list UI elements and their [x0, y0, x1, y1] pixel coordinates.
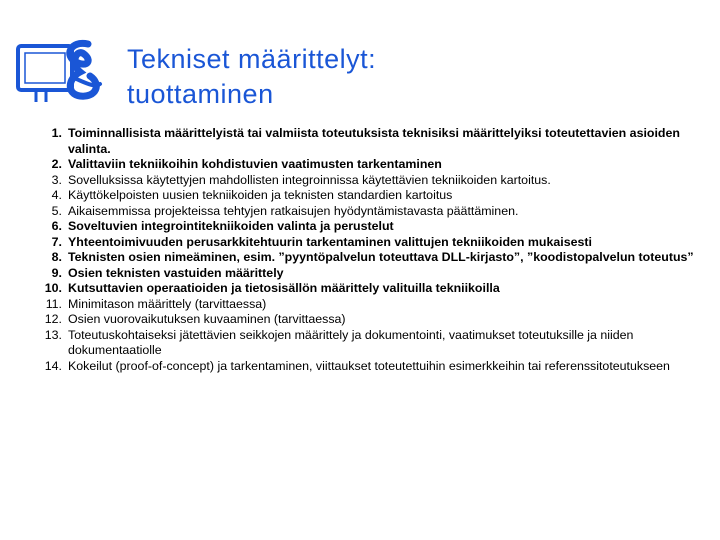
- list-item-number: 5.: [51, 203, 62, 218]
- list-item-number: 2.: [51, 157, 62, 171]
- list-item: [38, 281, 708, 297]
- list-item: [38, 126, 708, 157]
- list-item-text: Teknisten osien nimeäminen, esim. ”pyyntöpalvelun toteuttava DLL-kirjasto”, ”koodistopalvelun toteutus”: [68, 250, 694, 264]
- title-line-1: Tekniset määrittelyt:: [127, 44, 377, 74]
- list-item: [38, 359, 708, 375]
- list-item-number: 8.: [51, 250, 62, 264]
- list-item: [38, 328, 708, 359]
- list-item-number: 6.: [51, 219, 62, 233]
- list-item-text: Kokeilut (proof-of-concept) ja tarkentaminen, viittaukset toteutettuihin esimerkkeihin tai referenssitoteutukseen: [68, 358, 670, 373]
- list-item: [38, 235, 708, 251]
- list-item-number: 13.: [44, 327, 62, 342]
- list-item-number: 1.: [51, 126, 62, 140]
- list-item-text: Soveltuvien integrointitekniikoiden valinta ja perustelut: [68, 219, 394, 233]
- list-item-text: Sovelluksissa käytettyjen mahdollisten integroinnissa käytettävien tekniikoiden kartoitus.: [68, 172, 551, 187]
- list-item-number: 7.: [51, 234, 62, 249]
- list-item-text: Toiminnallisista määrittelyistä tai valmiista toteutuksista teknisiksi määrittelyiksi toteutettavien asioiden valinta.: [68, 126, 680, 156]
- list-item-number: 12.: [44, 312, 62, 326]
- list-item-text: Osien vuorovaikutuksen kuvaaminen (tarvittaessa): [68, 312, 346, 326]
- list-item-number: 9.: [51, 265, 62, 280]
- list-item: [38, 204, 708, 220]
- monitor-ampersand-logo-icon: [14, 38, 106, 110]
- list-item-text: Valittaviin tekniikoihin kohdistuvien vaatimusten tarkentaminen: [68, 157, 442, 171]
- list-item-number: 11.: [45, 296, 62, 311]
- list-item: [38, 250, 708, 266]
- list-item-text: Minimitason määrittely (tarvittaessa): [68, 296, 267, 311]
- list-item-text: Yhteentoimivuuden perusarkkitehtuurin tarkentaminen valittujen tekniikoiden mukaisesti: [68, 234, 592, 249]
- list-item-text: Käyttökelpoisten uusien tekniikoiden ja teknisten standardien kartoitus: [68, 188, 453, 202]
- list-item-number: 3.: [51, 172, 62, 187]
- numbered-list: [38, 126, 708, 374]
- title-line-2: tuottaminen: [127, 79, 274, 109]
- list-item-text: Toteutuskohtaiseksi jätettävien seikkojen määrittely ja dokumentointi, vaatimukset toteutuksille ja niiden dokumentaatiolle: [68, 327, 634, 357]
- list-item-text: Osien teknisten vastuiden määrittely: [68, 265, 284, 280]
- list-item-text: Kutsuttavien operaatioiden ja tietosisällön määrittely valituilla tekniikoilla: [68, 281, 500, 295]
- list-item: [38, 266, 708, 282]
- list-item-number: 10.: [44, 281, 62, 295]
- list-item-text: Aikaisemmissa projekteissa tehtyjen ratkaisujen hyödyntämistavasta päättäminen.: [68, 203, 519, 218]
- list-item: [38, 312, 708, 328]
- list-item: [38, 297, 708, 313]
- list-item: [38, 173, 708, 189]
- page-title: [127, 42, 376, 112]
- list-item-number: 4.: [51, 188, 62, 202]
- list-item: [38, 157, 708, 173]
- list-item: [38, 188, 708, 204]
- list-item-number: 14.: [44, 358, 62, 373]
- list-item: [38, 219, 708, 235]
